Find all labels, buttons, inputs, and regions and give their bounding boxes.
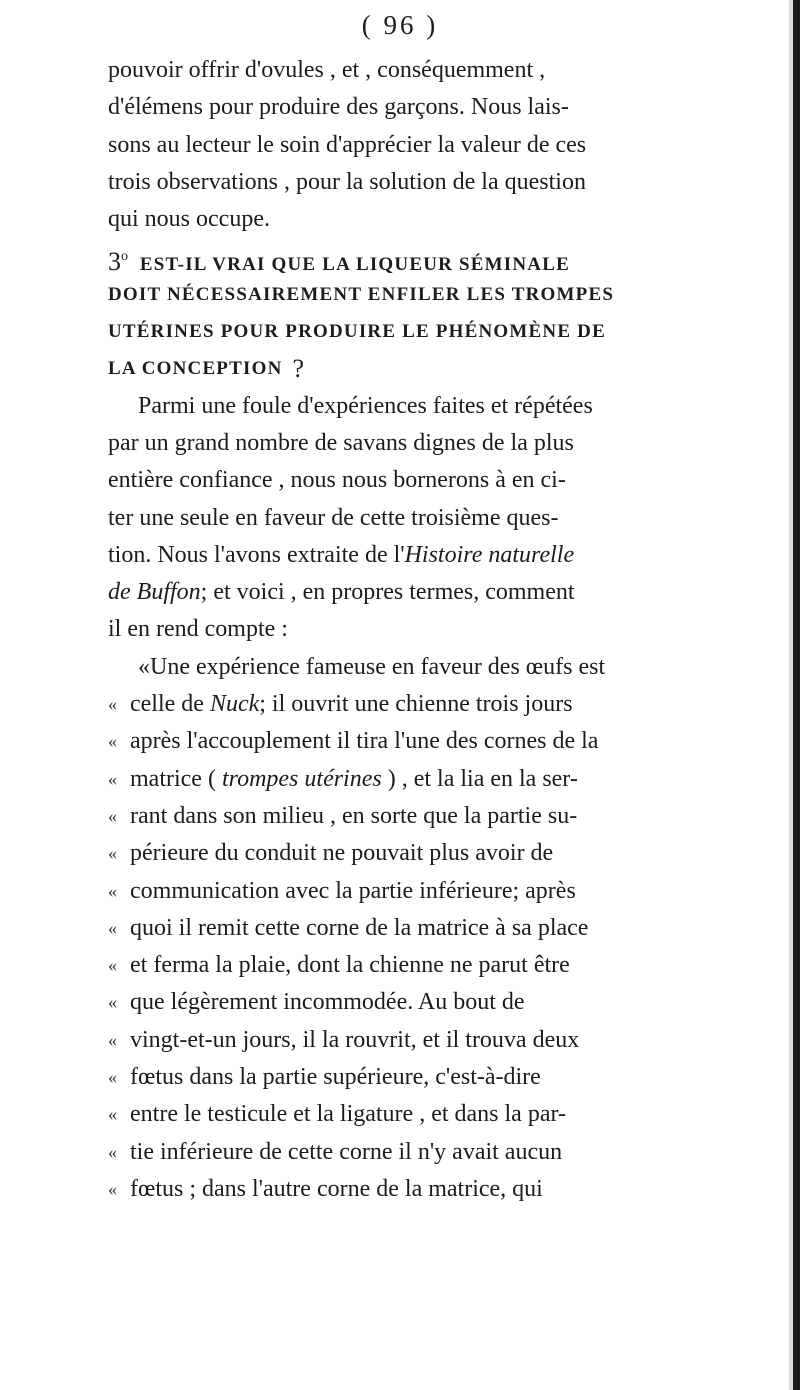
quote-mark: « bbox=[108, 694, 117, 715]
quote-line bbox=[108, 910, 763, 947]
quote-text: vingt-et-un jours, il la rouvrit, et il trouva deux bbox=[130, 1026, 580, 1053]
quote-line bbox=[108, 984, 763, 1021]
quote-text: entre le testicule et la ligature , et dans la par- bbox=[130, 1101, 566, 1128]
quote-line bbox=[108, 1171, 763, 1208]
text-line bbox=[108, 574, 763, 611]
text-line-content: il en rend compte : bbox=[108, 616, 288, 643]
quote-mark: « bbox=[108, 1141, 117, 1162]
quote-text: communication avec la partie inférieure; après bbox=[130, 877, 576, 904]
quote-text: périeure du conduit ne pouvait plus avoir de bbox=[130, 840, 554, 867]
quote-text: tie inférieure de cette corne il n'y avait aucun bbox=[130, 1138, 563, 1165]
text-line-content: d'élémens pour produire des garçons. Nous lais- bbox=[108, 94, 569, 121]
quote-text: «Une expérience fameuse en faveur des œufs est bbox=[138, 653, 606, 680]
page-edge bbox=[793, 0, 800, 1390]
quote-text: rant dans son milieu , en sorte que la partie su- bbox=[130, 802, 578, 829]
body-text bbox=[108, 52, 763, 1208]
text-line bbox=[108, 537, 763, 574]
text-line-content: pouvoir offrir d'ovules , et , conséquemment , bbox=[108, 57, 546, 83]
quote-line bbox=[108, 1096, 763, 1133]
quote-text: que légèrement incommodée. Au bout de bbox=[130, 989, 525, 1016]
section-number: 3$^o$ bbox=[108, 247, 128, 277]
section-heading-line: DOIT NÉCESSAIREMENT ENFILER LES TROMPES bbox=[108, 283, 615, 305]
text-line bbox=[108, 425, 763, 462]
section-heading-line: LA CONCEPTION bbox=[108, 358, 283, 380]
quote-text: fœtus ; dans l'autre corne de la matrice, qui bbox=[130, 1175, 543, 1202]
quote-line bbox=[108, 761, 763, 798]
quote-mark: « bbox=[108, 1178, 117, 1199]
quote-line bbox=[108, 1134, 763, 1171]
quote-mark: « bbox=[108, 955, 117, 976]
quote-text: quoi il remit cette corne de la matrice à sa place bbox=[130, 914, 589, 941]
text-line bbox=[108, 127, 763, 164]
quote-line bbox=[108, 649, 763, 686]
quote-mark: « bbox=[108, 1067, 117, 1088]
quote-mark: « bbox=[108, 917, 117, 938]
text-line bbox=[108, 164, 763, 201]
quote-mark: « bbox=[108, 880, 117, 901]
quote-mark: « bbox=[108, 992, 117, 1013]
page-number: ( 96 ) bbox=[361, 10, 439, 40]
section-heading bbox=[108, 350, 763, 387]
text-line bbox=[108, 52, 763, 89]
book-title: de Buffon bbox=[108, 579, 201, 606]
text-line-content: entière confiance , nous nous bornerons à en ci- bbox=[108, 467, 566, 494]
quote-mark: « bbox=[108, 731, 117, 752]
text-line-content: de Buffon; et voici , en propres termes, comment bbox=[108, 579, 575, 606]
quote-text: matrice ( trompes utérines ) , et la lia en la ser- bbox=[130, 765, 578, 792]
text-line bbox=[108, 500, 763, 537]
heading-question-mark: ? bbox=[292, 354, 306, 384]
quote-line bbox=[108, 1022, 763, 1059]
text-line-content: qui nous occupe. bbox=[108, 206, 270, 233]
text-line-content: sons au lecteur le soin d'apprécier la valeur de ces bbox=[108, 131, 587, 158]
quote-line bbox=[108, 1059, 763, 1096]
text-line bbox=[108, 89, 763, 126]
quote-line bbox=[108, 873, 763, 910]
text-line bbox=[108, 462, 763, 499]
quote-text: après l'accouplement il tira l'une des cornes de la bbox=[130, 728, 599, 755]
section-heading-line: 3$^o$ EST-IL VRAI QUE LA LIQUEUR SÉMINALE bbox=[108, 247, 570, 277]
section-heading bbox=[108, 276, 763, 313]
text-line-content: trois observations , pour la solution de la question bbox=[108, 168, 586, 195]
quote-text: fœtus dans la partie supérieure, c'est-à-dire bbox=[130, 1064, 541, 1091]
quote-mark: « bbox=[108, 843, 117, 864]
quote-text: celle de Nuck; il ouvrit une chienne trois jours bbox=[130, 691, 573, 718]
section-heading-line: UTÉRINES POUR PRODUIRE LE PHÉNOMÈNE DE bbox=[108, 321, 606, 343]
quote-mark: « bbox=[108, 1104, 117, 1125]
quote-line bbox=[108, 947, 763, 984]
section-heading bbox=[108, 313, 763, 350]
text-line-content: Parmi une foule d'expériences faites et répétées bbox=[138, 392, 593, 419]
text-line-content: tion. Nous l'avons extraite de l'Histoire naturelle bbox=[108, 541, 575, 568]
text-line-content: ter une seule en faveur de cette troisième ques- bbox=[108, 504, 559, 531]
text-line bbox=[108, 201, 763, 238]
quote-line bbox=[108, 686, 763, 723]
quote-mark: « bbox=[108, 768, 117, 789]
quote-line bbox=[108, 723, 763, 760]
text-line-content: par un grand nombre de savans dignes de la plus bbox=[108, 429, 574, 456]
text-line bbox=[108, 388, 763, 425]
section-heading bbox=[108, 238, 763, 275]
book-title: Histoire naturelle bbox=[404, 541, 575, 568]
quote-mark: « bbox=[108, 805, 117, 826]
quote-mark: « bbox=[108, 1029, 117, 1050]
text-line bbox=[108, 611, 763, 648]
quote-line bbox=[108, 835, 763, 872]
quote-text: et ferma la plaie, dont la chienne ne parut être bbox=[130, 952, 570, 979]
quote-line bbox=[108, 798, 763, 835]
